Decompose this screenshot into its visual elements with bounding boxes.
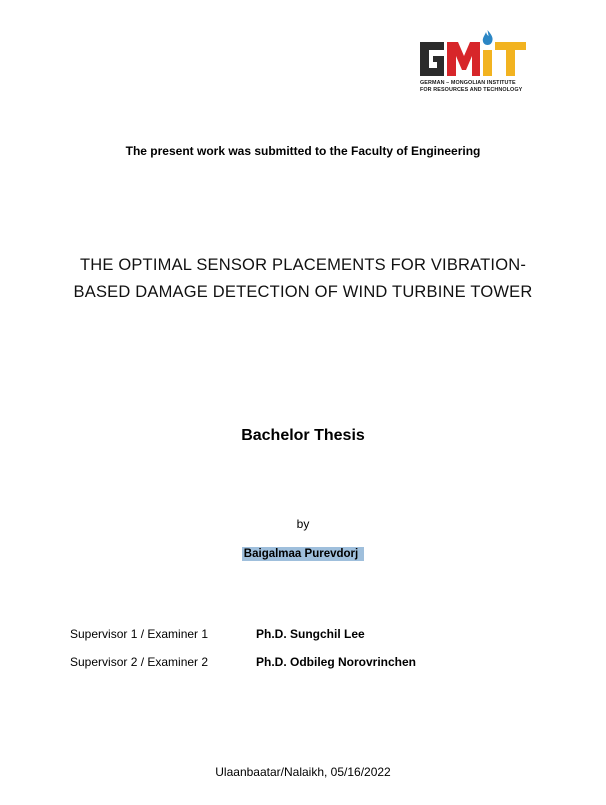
document-type: Bachelor Thesis (241, 427, 365, 444)
thesis-title (0, 252, 606, 306)
author-line (0, 544, 606, 562)
gmit-logo (418, 26, 532, 100)
supervisor-1-name: Ph.D. Sungchil Lee (256, 627, 365, 641)
submission-statement: The present work was submitted to the Faculty of Engineering (125, 144, 481, 158)
gmit-logo-mark (418, 26, 532, 80)
supervisor-1-label: Supervisor 1 / Examiner 1 (70, 627, 209, 641)
place-and-date: Ulaanbaatar/Nalaikh, 05/16/2022 (215, 765, 391, 779)
logo-caption-line2: FOR RESOURCES AND TECHNOLOGY (420, 86, 523, 93)
supervisor-2-name: Ph.D. Odbileg Norovrinchen (256, 655, 417, 669)
logo-caption-line1: GERMAN – MONGOLIAN INSTITUTE (420, 80, 516, 86)
thesis-title-line2: BASED DAMAGE DETECTION OF WIND TURBINE TOWER (73, 283, 533, 301)
by-label: by (296, 517, 310, 531)
logo-caption (420, 80, 522, 93)
supervisor-2-label: Supervisor 2 / Examiner 2 (70, 655, 209, 669)
author-name: Baigalmaa Purevdorj (242, 547, 364, 561)
thesis-title-line1: THE OPTIMAL SENSOR PLACEMENTS FOR VIBRATION- (79, 256, 527, 274)
